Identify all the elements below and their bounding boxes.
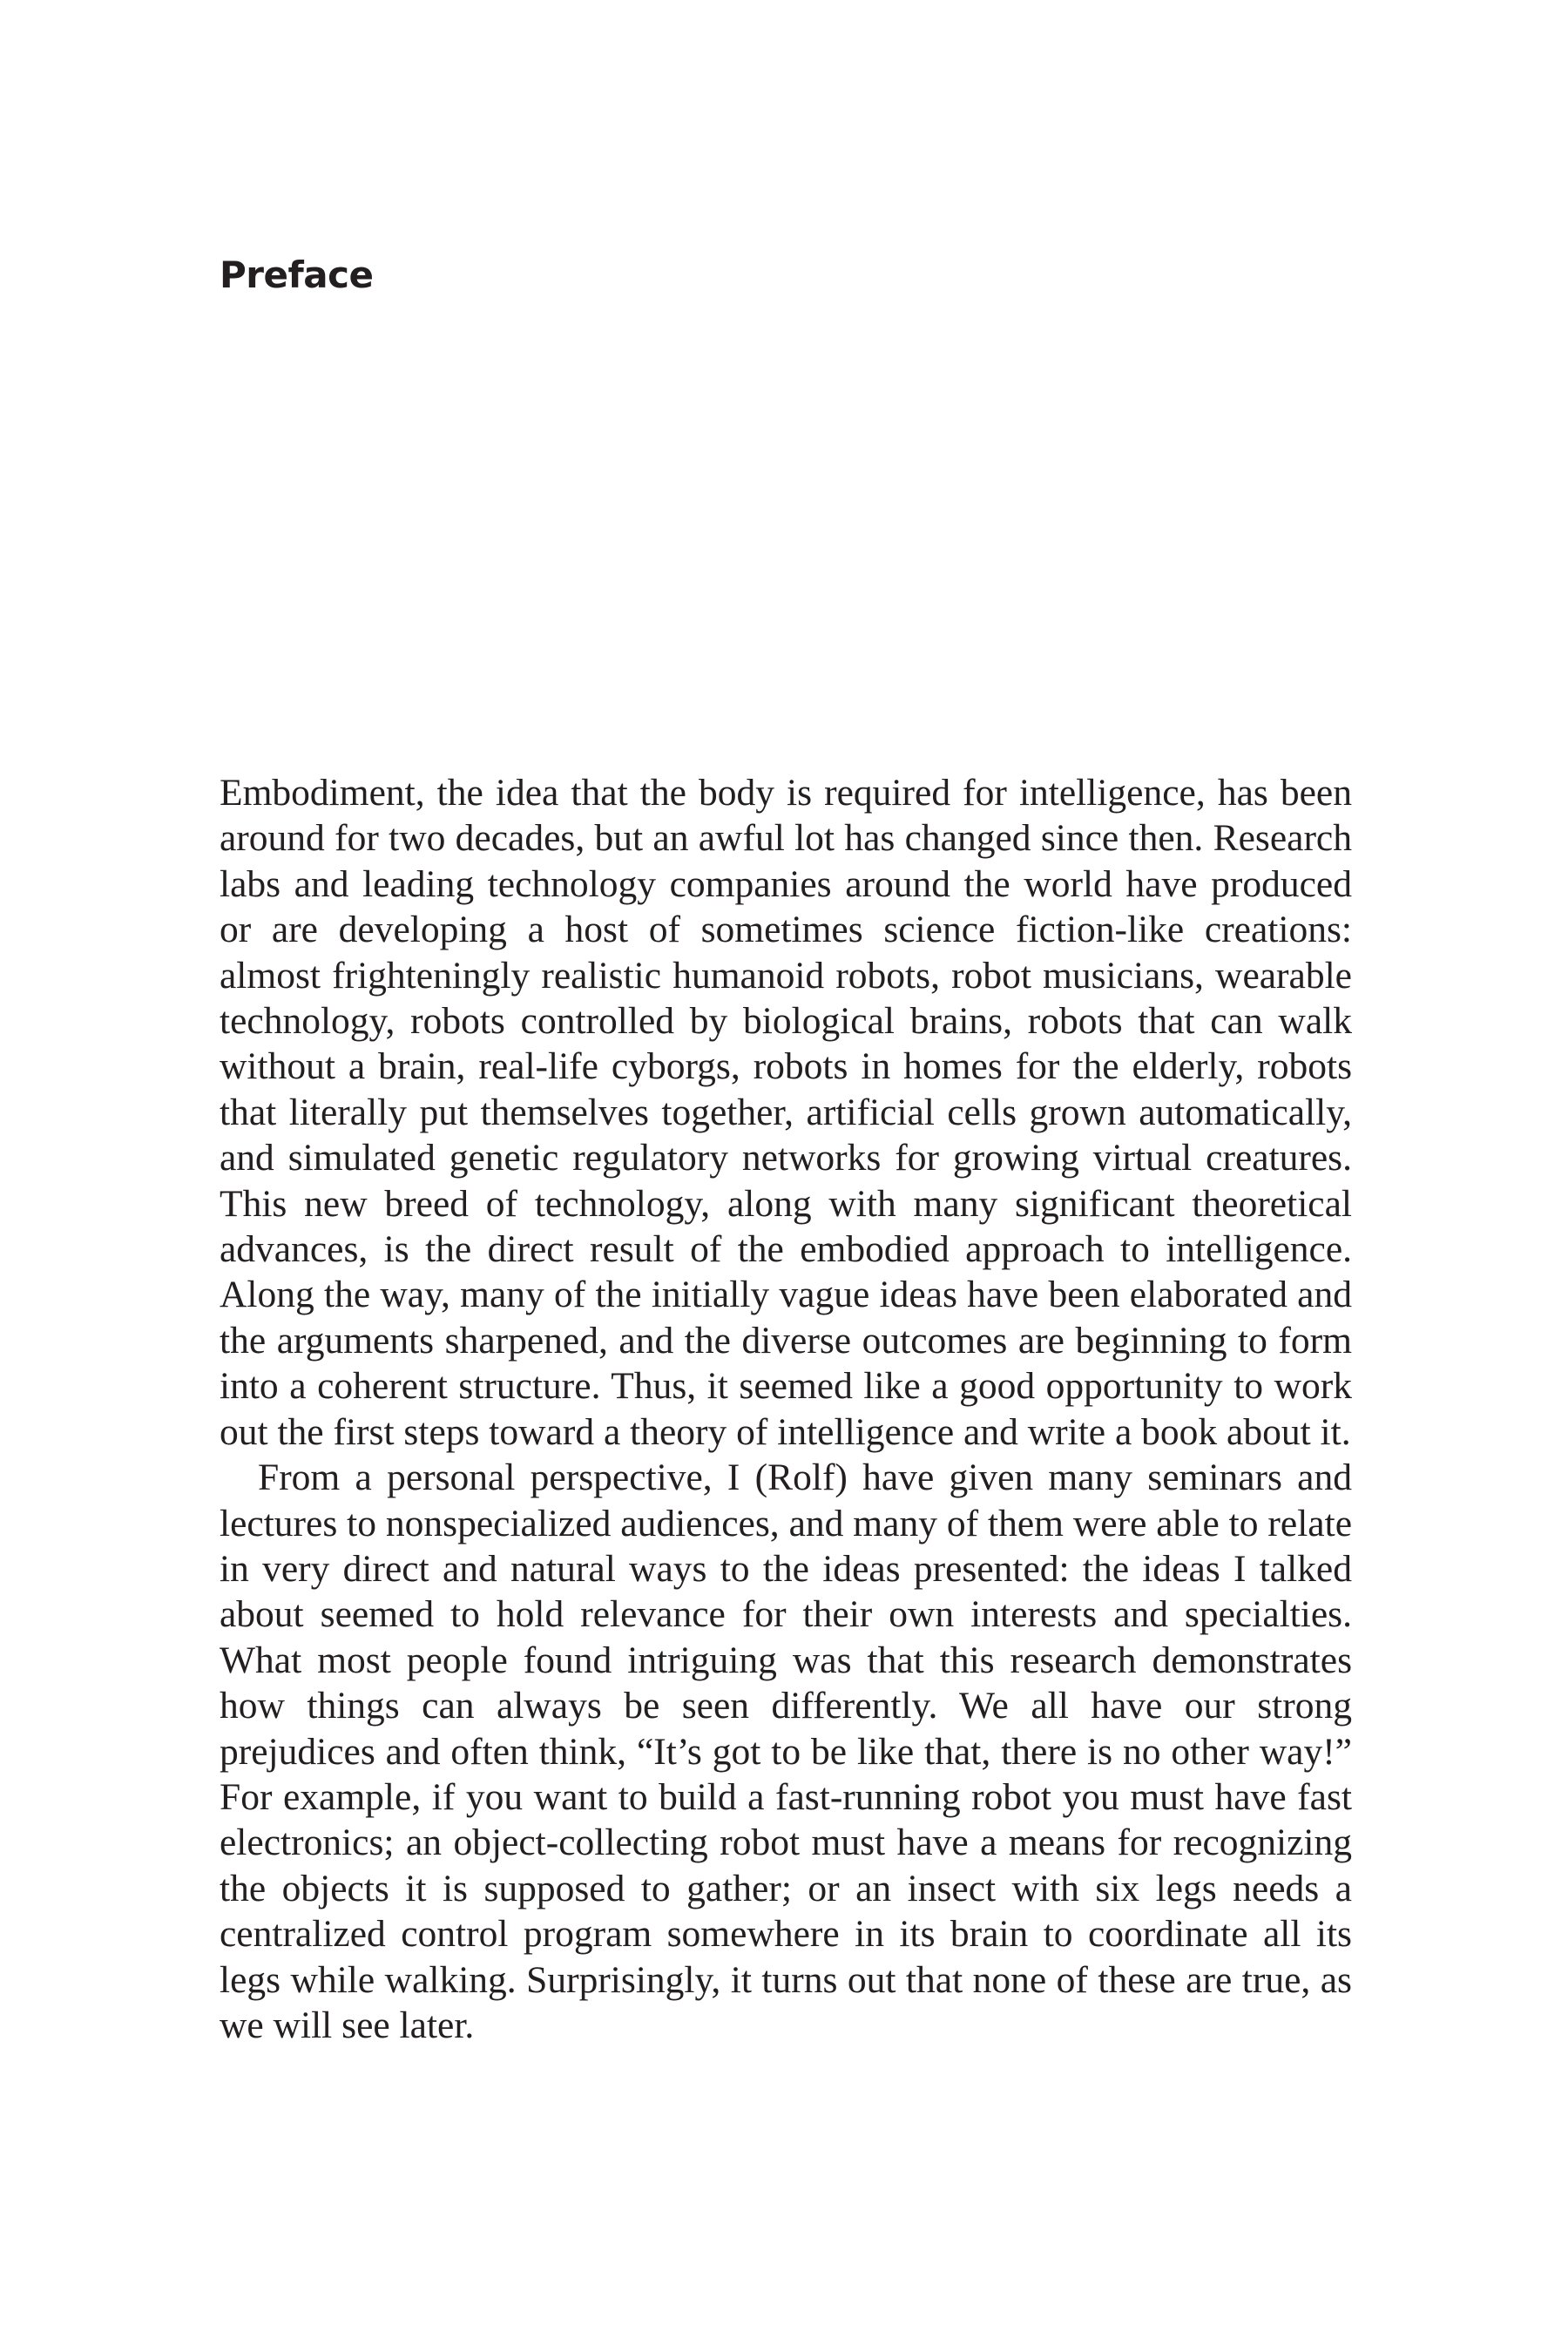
paragraph-2: From a personal perspective, I (Rolf) have given many seminars and lectures to nonspecialized audiences, and many of them were able to relate in very direct and natural ways to the ideas presented: the ideas I talked about seemed to hold relevance for their own interests and specialties. What most people found intriguing was that this research demonstrates how things can always be seen differently. We all have our strong prejudices and often think, “It’s got to be like that, there is no other way!” For example, if you want to build a fast-running robot you must have fast electronics; an object-collecting robot must have a means for recognizing the objects it is supposed to gather; or an insect with six legs needs a centralized control program somewhere in its brain to coordinate all its legs while walking. Surprisingly, it turns out that none of these are true, as we will see later. — [220, 1456, 1352, 2046]
paragraph-1: Embodiment, the idea that the body is required for intelligence, has been around for two decades, but an awful lot has changed since then. Research labs and leading technology companies around the world have produced or are developing a host of sometimes science fiction-like creations: almost frighteningly realistic humanoid robots, robot musicians, wearable technology, robots controlled by biological brains, robots that can walk without a brain, real-life cyborgs, robots in homes for the elderly, robots that literally put themselves together, artificial cells grown automatically, and simulated genetic regulatory networks for growing virtual creatures. This new breed of technology, along with many significant theoretical advances, is the direct result of the embodied approach to intelligence. Along the way, many of the initially vague ideas have been elaborated and the arguments sharpened, and the diverse outcomes are beginning to form into a coherent structure. Thus, it seemed like a good opportunity to work out the first steps toward a theory of intelligence and write a book about it. — [220, 772, 1352, 1453]
preface-body — [220, 770, 1352, 2048]
page-title: Preface — [220, 253, 374, 296]
